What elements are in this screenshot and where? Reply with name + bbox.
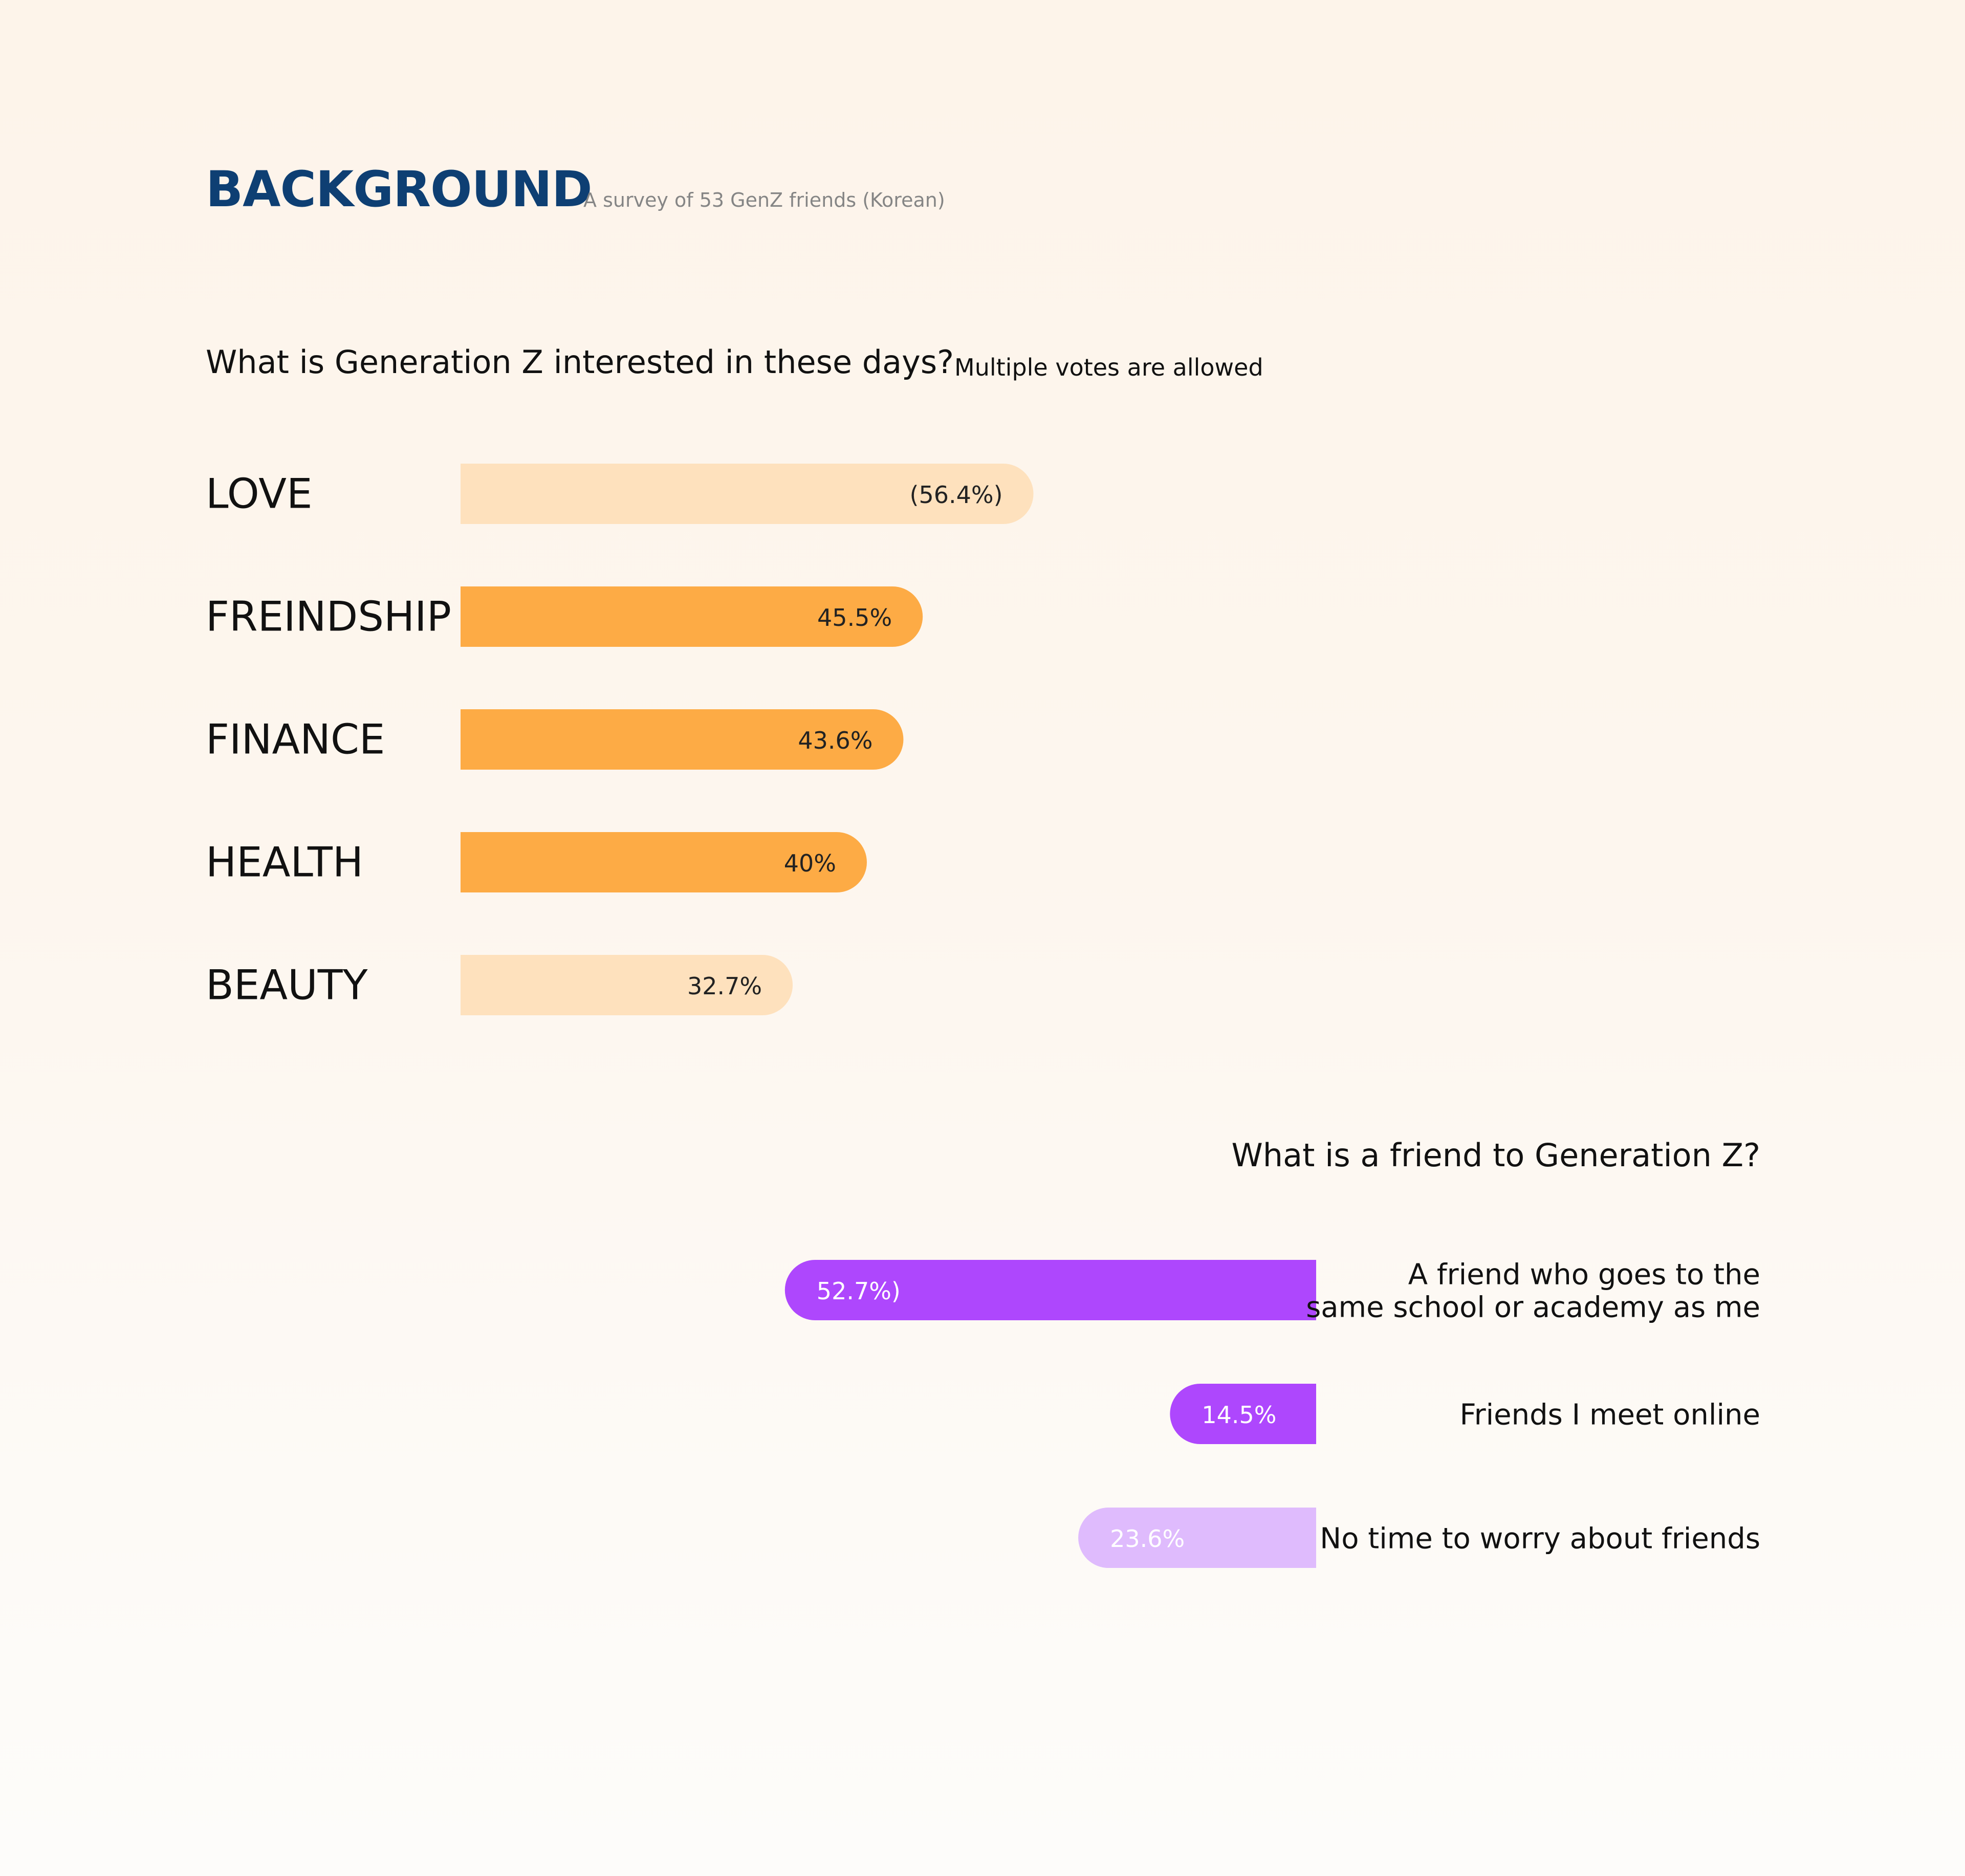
category-label-a-friend-who-goes-to-the-same-school-or-academy-as-me-line-1: A friend who goes to the <box>1408 1258 1760 1292</box>
page-subtitle: A survey of 53 GenZ friends (Korean) <box>583 189 945 211</box>
interests-bar-chart <box>206 464 1034 1015</box>
value-label-a-friend-who-goes-to-the-same-school-or-academy-as-me: 52.7%) <box>816 1277 901 1305</box>
category-label-a-friend-who-goes-to-the-same-school-or-academy-as-me-line-2: same school or academy as me <box>1306 1291 1760 1324</box>
category-label-love: LOVE <box>206 470 313 518</box>
category-label-beauty: BEAUTY <box>206 961 368 1009</box>
interests-chart-title: What is Generation Z interested in these days? <box>206 343 954 381</box>
category-label-no-time-to-worry-about-friends: No time to worry about friends <box>1320 1522 1760 1556</box>
value-label-friends-i-meet-online: 14.5% <box>1202 1401 1277 1429</box>
friend-bar-chart <box>785 1258 1760 1568</box>
interests-chart-subtitle: Multiple votes are allowed <box>954 354 1263 381</box>
category-label-health: HEALTH <box>206 838 364 886</box>
value-label-health: 40% <box>783 849 836 877</box>
value-label-beauty: 32.7% <box>687 972 762 1000</box>
page-title: BACKGROUND <box>206 161 592 218</box>
value-label-finance: 43.6% <box>798 727 873 754</box>
value-label-no-time-to-worry-about-friends: 23.6% <box>1110 1525 1185 1553</box>
friend-chart-title: What is a friend to Generation Z? <box>1231 1137 1760 1174</box>
value-label-love: (56.4%) <box>909 481 1003 509</box>
value-label-freindship: 45.5% <box>817 604 892 631</box>
category-label-freindship: FREINDSHIP <box>206 593 451 641</box>
category-label-friends-i-meet-online: Friends I meet online <box>1459 1398 1760 1432</box>
category-label-finance: FINANCE <box>206 715 385 764</box>
